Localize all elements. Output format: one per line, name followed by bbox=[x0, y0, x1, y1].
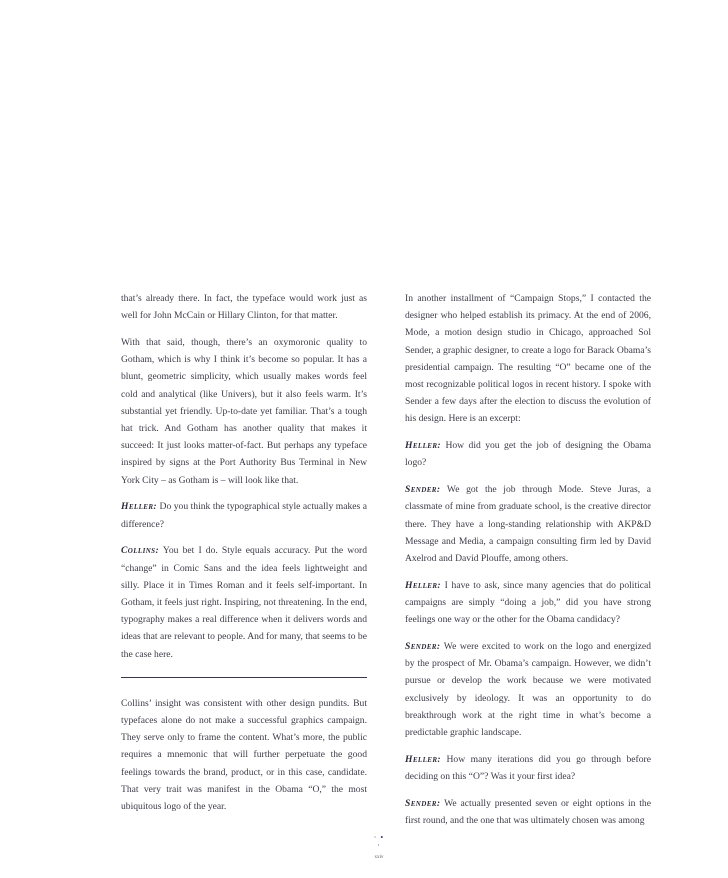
speaker-label: Sender: bbox=[405, 641, 441, 653]
answer-text: You bet I do. Style equals accuracy. Put the word “change” in Comic Sans and the idea feels lightweight and silly. Place it in Times Roman and it feels self-important. In Gotham, it feels just right. Inspiring, not threatening. In the end, typography makes a real difference when it delivers words and ideas that are relevant to people. And for many, that seems to be the case here. bbox=[121, 545, 367, 660]
interview-answer bbox=[405, 638, 651, 741]
paragraph: that’s already there. In fact, the typeface would work just as well for John McCain or Hillary Clinton, for that matter. bbox=[121, 293, 367, 322]
speaker-label: Heller: bbox=[405, 440, 442, 452]
speaker-label: Collins: bbox=[121, 545, 160, 557]
interview-question bbox=[121, 498, 367, 532]
question-text: How did you get the job of designing the Obama logo? bbox=[405, 440, 651, 469]
paragraph: Collins’ insight was consistent with other design pundits. But typefaces alone do not make a successful graphics campaign. They serve only to frame the content. What’s more, the public requires a mnemonic that will further perpetuate the good feelings towards the brand, product, or in this case, candidate. That very trait was manifest in the Obama “O,” the most ubiquitous logo of the year. bbox=[121, 697, 367, 813]
speaker-label: Sender: bbox=[405, 797, 441, 809]
paragraph: In another installment of “Campaign Stops,” I contacted the designer who helped establish its primacy. At the end of 2006, Mode, a motion design studio in Chicago, approached Sol Sender, a graphic designer, to create a logo for Barack Obama’s presidential campaign. The resulting “O” became one of the most recognizable political logos in recent history. I spoke with Sender a few days after the election to discuss the evolution of his design. Here is an excerpt: bbox=[405, 293, 651, 425]
question-text: I have to ask, since many agencies that do political campaigns are simply “doing a job,” did you have strong feelings one way or the other for the Obama candidacy? bbox=[405, 579, 651, 626]
question-text: How many iterations did you go through before deciding on this “O”? Was it your first idea? bbox=[405, 753, 651, 783]
interview-answer bbox=[405, 481, 651, 567]
page-footer bbox=[372, 834, 386, 862]
interview-answer bbox=[121, 542, 367, 662]
answer-text: We actually presented seven or eight options in the first round, and the one that was ultimately chosen was among bbox=[405, 797, 651, 827]
speaker-label: Heller: bbox=[405, 579, 442, 591]
interview-question bbox=[405, 577, 651, 629]
left-column bbox=[121, 290, 367, 825]
speaker-label: Heller: bbox=[121, 501, 158, 513]
right-column bbox=[405, 290, 651, 839]
interview-question bbox=[405, 437, 651, 471]
question-text: Do you think the typographical style actually makes a difference? bbox=[121, 501, 367, 530]
page-number: xxiv bbox=[374, 855, 384, 860]
interview-answer bbox=[405, 795, 651, 829]
answer-text: We were excited to work on the logo and energized by the prospect of Mr. Obama’s campaign. However, we didn’t pursue or develop the work because we were motivated exclusively by ideology. It was an opportunity to do breakthrough work at the right time in what’s become a predictable graphic landscape. bbox=[405, 641, 651, 739]
answer-text: We got the job through Mode. Steve Juras, a classmate of mine from graduate school, is the creative director there. They have a long-standing relationship with AKP&D Message and Media, a campaign consulting firm led by David Axelrod and David Plouffe, among others. bbox=[405, 484, 651, 565]
section-divider bbox=[121, 677, 367, 678]
speaker-label: Sender: bbox=[405, 484, 441, 496]
ornament-dots: · • · bbox=[373, 833, 385, 850]
paragraph: With that said, though, there’s an oxymoronic quality to Gotham, which is why I think it’s become so popular. It has a blunt, geometric simplicity, which usually makes words feel cold and analytical (like Univers), but it also feels warm. It’s substantial yet friendly. Up-to-date yet familiar. That’s a tough hat trick. And Gotham has another quality that makes it succeed: It just looks matter-of-fact. But perhaps any typeface inspired by signs at the Port Authority Bus Terminal in New York City – as Gotham is – will look like that. bbox=[121, 337, 367, 486]
interview-question bbox=[405, 751, 651, 785]
speaker-label: Heller: bbox=[405, 753, 442, 765]
